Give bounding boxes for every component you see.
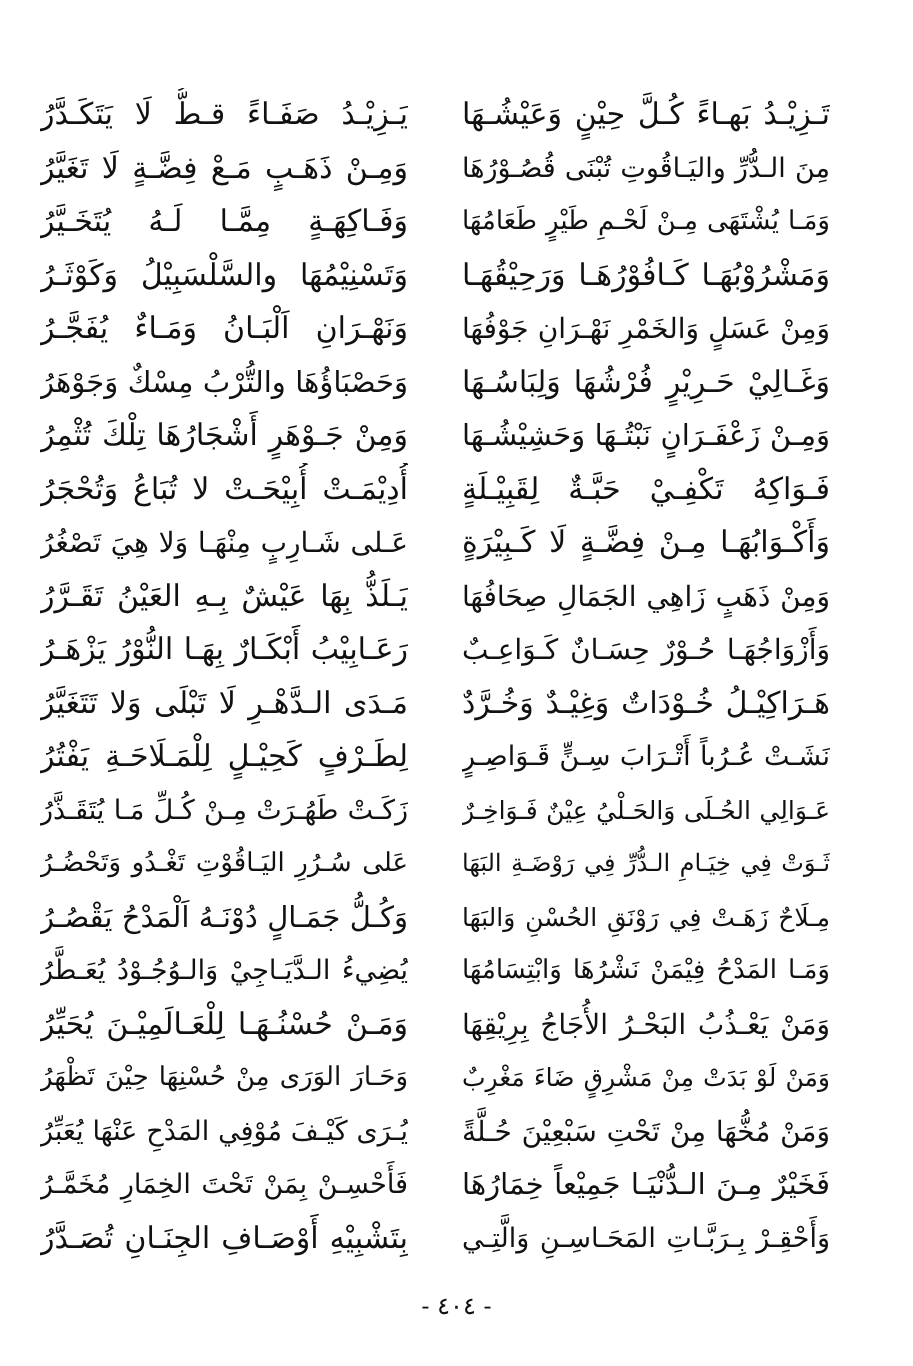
verse-line (40, 1212, 830, 1266)
second-hemistich: وَمِـنْ ذَهَـبٍ مَـعْ فِضَّـةٍ لَا تَغَيَّرُ (40, 150, 408, 186)
second-hemistich: وَمِنْ جَـوْهَرٍ أَشْجَارُهَا تِلْكَ تُثْمِرُ (40, 418, 408, 454)
first-hemistich: وَأَكْـوَابُهَـا مِـنْ فِضَّـةٍ لَا كَـبِيْرَةٍ (462, 525, 830, 561)
second-hemistich: وَتَسْنِيْمُهَا والسَّلْسَبِيْلُ وَكَوْثَـرُ (40, 257, 408, 293)
first-hemistich: فَخَيْرٌ مِـنَ الـدُّنْيَـا جَمِيْعاً خِمَارُهَا (462, 1167, 830, 1202)
second-hemistich: وَنَهْـرَانِ اَلْبَـانُ وَمَـاءٌ يُفَجَّـرُ (40, 311, 408, 347)
poem (40, 88, 830, 1265)
second-hemistich: رَعَـابِيْبُ أَبْكَـارٌ بِهَـا النُّوْرُ يَزْهَـرُ (40, 632, 408, 668)
second-hemistich: يُضِيءُ الـدَّيَـاجِيْ وَالـوُجُـوْدُ يُعَـطَّرُ (40, 955, 408, 987)
verse-line (40, 356, 830, 410)
verse-line (40, 998, 830, 1052)
verse-line (40, 463, 830, 517)
first-hemistich: هَـرَاكِيْـلُ خُـوْدَاتٌ وَغِيْـدٌ وَخُـرَّدٌ (462, 685, 830, 721)
second-hemistich: وَحَـارَ الوَرَى مِنْ حُسْنِهَا حِيْنَ تَظْهَرُ (40, 1062, 408, 1093)
second-hemistich: وَفَـاكِهَـةٍ مِمَّـا لَـهُ يُتَخَـيَّرُ (40, 204, 408, 240)
first-hemistich: مِنَ الـدُّرِّ واليَـاقُوتِ تُبْنَى قُصُـوْرُهَا (462, 152, 830, 184)
second-hemistich: وَكُـلُّ جَمَـالٍ دُوْنَـهُ اَلْمَدْحُ يَقْصُـرُ (40, 899, 408, 934)
first-hemistich: وَمَـا المَدْحُ فِيْمَنْ نَشْرُهَا وَابْتِسَامُهَا (462, 955, 830, 986)
verse-line (40, 623, 830, 677)
first-hemistich: وَأَزْوَاجُهَـا حُـوْرٌ حِسَـانٌ كَـوَاعِـبٌ (462, 633, 830, 667)
verse-line (40, 570, 830, 624)
verse-line (40, 677, 830, 731)
second-hemistich: بِتَشْبِيْهِ أَوْصَـافِ الجِنَـانِ تُصَـدَّرُ (40, 1220, 408, 1256)
first-hemistich: مِـلَاحٌ زَهَـتْ فِي رَوْنَقِ الحُسْنِ وَالبَهَا (462, 902, 830, 932)
second-hemistich: زَكَـتْ طَهُـرَتْ مِـنْ كُـلِّ مَـا يُتَقَـذَّرُ (40, 794, 408, 826)
first-hemistich: وَمِـنْ زَعْفَـرَانٍ نَبْتُـهَا وَحَشِيْشُـهَا (462, 418, 830, 453)
first-hemistich: نَشَـتْ عُـرُباً أَتْـرَابَ سِـنٍّ قَـوَاصِـرٍ (462, 741, 830, 773)
verse-line (40, 730, 830, 784)
verse-line (40, 1105, 830, 1159)
verse-line (40, 784, 830, 838)
verse-line (40, 302, 830, 356)
verse-line (40, 409, 830, 463)
second-hemistich: مَـدَى الـدَّهْـرِ لَا تَبْلَى وَلا تَتَغَيَّرُ (40, 685, 408, 721)
first-hemistich: تَـزِيْـدُ بَهـاءً كُـلَّ حِيْنٍ وَعَيْشُـهَا (462, 97, 830, 133)
second-hemistich: يُـرَى كَيْـفَ مُوْفِي المَدْحِ عَنْهَا يُعَبِّرُ (40, 1115, 408, 1147)
first-hemistich: وَمِنْ عَسَلٍ وَالخَمْرِ نَهْـرَانِ جَوْفُهَا (462, 312, 830, 346)
verse-line (40, 88, 830, 142)
second-hemistich: أُدِيْمَـتْ أُبِيْحَـتْ لا تُبَاعُ وَتُحْجَرُ (40, 471, 408, 507)
second-hemistich: وَمَـنْ حُسْنُـهَـا لِلْعَـالَمِيْـنَ يُحَيِّرُ (40, 1006, 408, 1042)
first-hemistich: وَمَنْ مُخُّهَا مِنْ تَحْتِ سَبْعِيْنَ حُـلَّةً (462, 1114, 830, 1148)
verse-line (40, 1158, 830, 1212)
verse-line (40, 249, 830, 303)
verse-line (40, 195, 830, 249)
first-hemistich: وَمَـا يُشْتَهَى مِـنْ لَحْـمِ طَيْرٍ طَعَامُهَا (462, 206, 830, 237)
second-hemistich: عَلى سُـرُرِ اليَـاقُوْتِ تَغْـدُو وَتَحْضُـرُ (40, 848, 408, 879)
first-hemistich: وَمِنْ ذَهَبٍ زَاهِي الجَمَالِ صِحَافُهَا (462, 579, 830, 613)
verse-line (40, 891, 830, 945)
first-hemistich: وَمَنْ يَعْـذُبُ البَحْـرُ الأُجَاجُ بِرِيْقِهَا (462, 1007, 830, 1041)
first-hemistich: عَـوَالِي الحُـلَى وَالحَـلْيُ عِيْنٌ فَـوَاخِـرٌ (462, 795, 830, 825)
second-hemistich: يَـزِيْـدُ صَفَـاءً قـطُّ لَا يَتَكَـدَّرُ (40, 97, 408, 133)
first-hemistich: ثَـوَتْ فِي خِيَـامِ الـدُّرِّ فِي رَوْضَـةِ البَهَا (462, 849, 830, 878)
second-hemistich: يَـلَذُّ بِهَا عَيْشٌ بِـهِ العَيْنُ تَقَـرَّرُ (40, 578, 408, 614)
second-hemistich: وَحَصْبَاؤُهَا والتُّرْبُ مِسْكٌ وَجَوْهَرُ (40, 364, 408, 399)
verse-line (40, 837, 830, 891)
second-hemistich: فَأَحْسِـنْ بِمَنْ تَحْتَ الخِمَارِ مُخَمَّـرُ (40, 1169, 408, 1201)
verse-line (40, 516, 830, 570)
verse-line (40, 142, 830, 196)
first-hemistich: وَمَشْرُوْبُهَـا كَـافُوْرُهَـا وَرَحِيْقُهَـا (462, 257, 830, 293)
second-hemistich: عَـلى شَـارِبٍ مِنْهَـا وَلا هِيَ تَصْغُرُ (40, 526, 408, 560)
first-hemistich: فَـوَاكِهُ تَكْفِـيْ حَبَّـةٌ لِقَبِيْـلَةٍ (462, 471, 830, 507)
page-number: - ٤٠٤ - (421, 1292, 492, 1320)
second-hemistich: لِطَـرْفٍ كَحِيْـلٍ لِلْمَـلَاحَـةِ يَفْتُرُ (40, 739, 408, 775)
verse-line (40, 944, 830, 998)
verse-line (40, 1051, 830, 1105)
first-hemistich: وَأَحْقِـرْ بِـرَبَّـاتِ المَحَـاسِـنِ وَالَّتِـي (462, 1222, 830, 1254)
first-hemistich: وَغَـالِيْ حَـرِيْرٍ فُرْشُهَا وَلِبَاسُـهَا (462, 364, 830, 400)
first-hemistich: وَمَنْ لَوْ بَدَتْ مِنْ مَشْرِقٍ ضَاءَ مَغْرِبٌ (462, 1063, 830, 1093)
